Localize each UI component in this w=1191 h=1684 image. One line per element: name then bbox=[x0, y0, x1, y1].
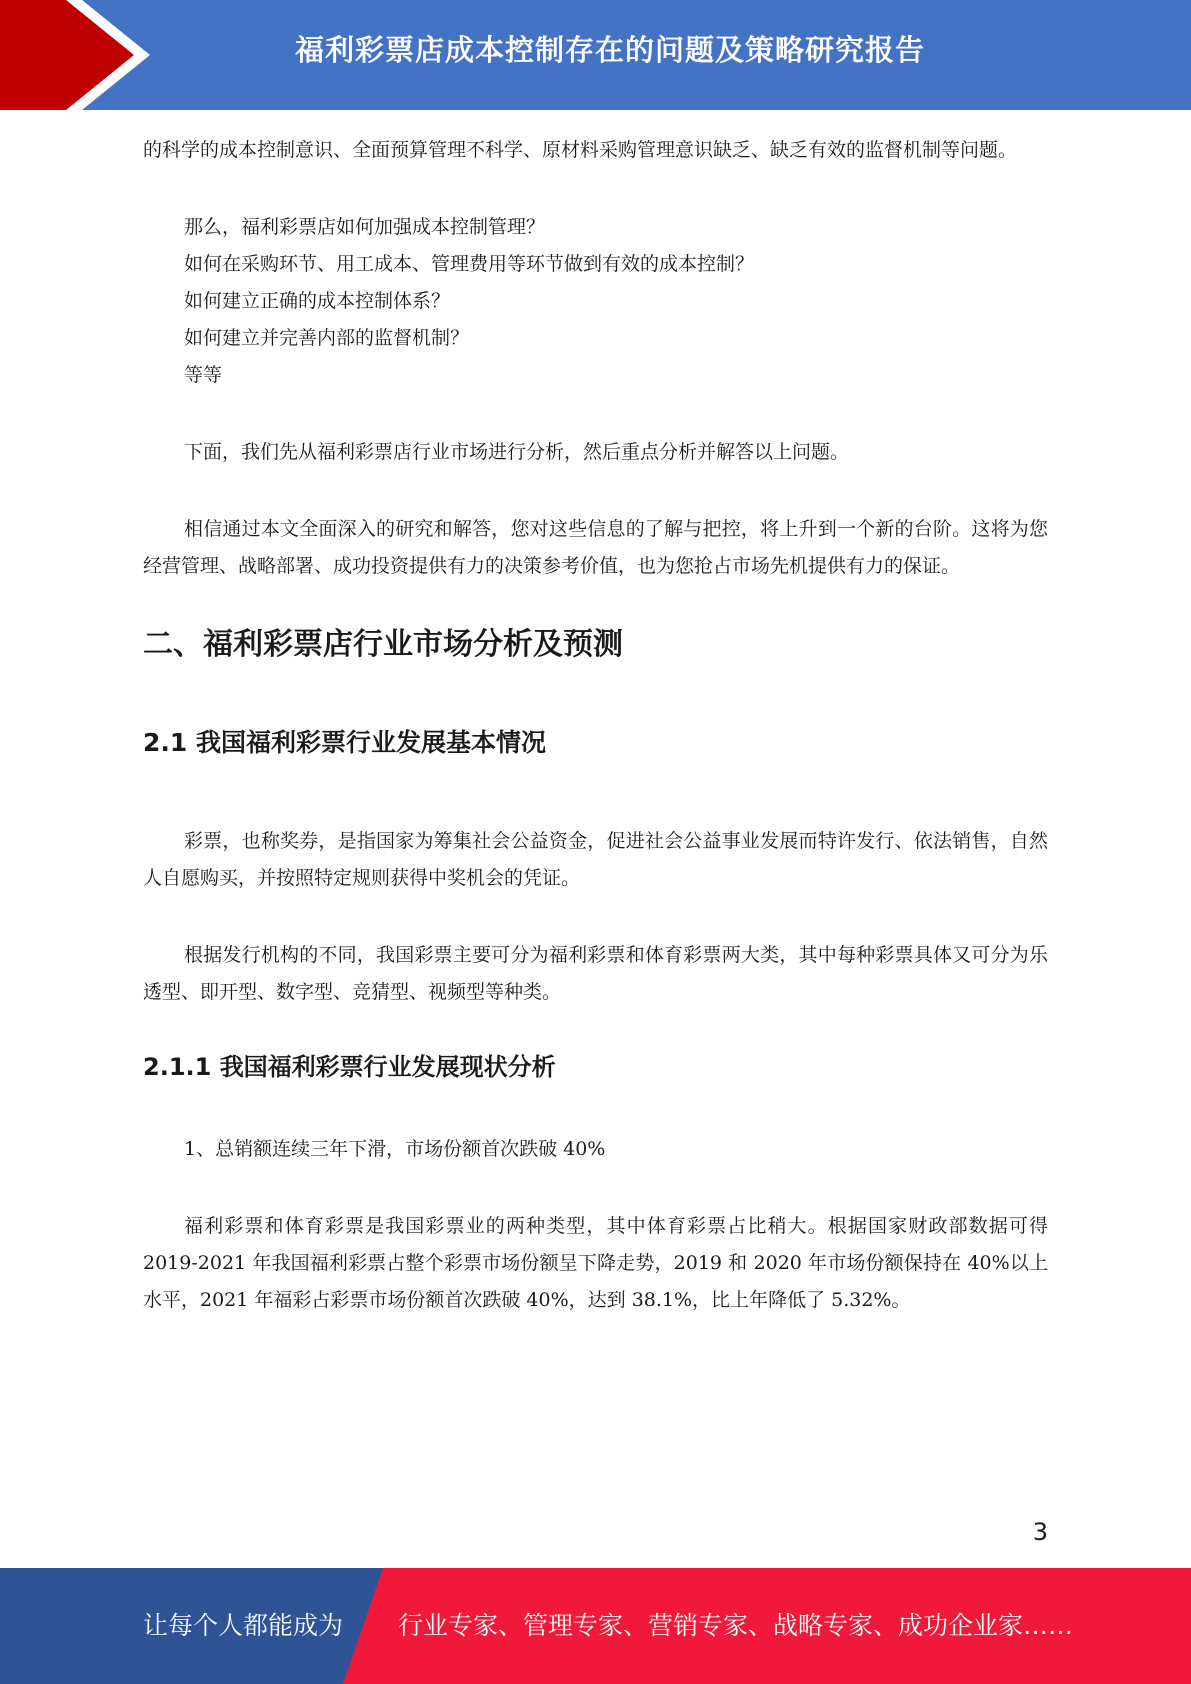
question-item: 如何建立正确的成本控制体系？ bbox=[184, 290, 451, 312]
footer-slogan-right: 行业专家、管理专家、营销专家、战略专家、成功企业家…… bbox=[398, 1611, 1074, 1640]
intro-continuation: 的科学的成本控制意识、全面预算管理不科学、原材料采购管理意识缺乏、缺乏有效的监督机制等问题。 bbox=[143, 139, 1018, 161]
question-item: 如何建立并完善内部的监督机制？ bbox=[184, 327, 470, 349]
question-item: 如何在采购环节、用工成本、管理费用等环节做到有效的成本控制？ bbox=[184, 253, 755, 275]
section-2-1-heading: 2.1 我国福利彩票行业发展基本情况 bbox=[143, 728, 546, 757]
paragraph-value: 相信通过本文全面深入的研究和解答，您对这些信息的了解与把控，将上升到一个新的台阶。这将为您经营管理、战略部署、成功投资提供有力的决策参考价值，也为您抢占市场先机提供有力的保证。 bbox=[143, 518, 1048, 577]
page-header bbox=[0, 0, 1191, 110]
question-item: 等等 bbox=[184, 364, 223, 386]
footer-slogan-left: 让每个人都能成为 bbox=[143, 1611, 344, 1640]
point-1: 1、总销额连续三年下滑，市场份额首次跌破 40% bbox=[184, 1138, 606, 1160]
paragraph-next-steps: 下面，我们先从福利彩票店行业市场进行分析，然后重点分析并解答以上问题。 bbox=[184, 441, 850, 463]
paragraph-market-share: 福利彩票和体育彩票是我国彩票业的两种类型，其中体育彩票占比稍大。根据国家财政部数据可得 2019-2021 年我国福利彩票占整个彩票市场份额呈下降走势，2019 和 2020 年市场份额保持在 40%以上水平，2021 年福彩占彩票市场份额首次跌破 40%，达到 38.1%，比上年降低了 5.32%。 bbox=[143, 1215, 1048, 1311]
paragraph-lottery-definition: 彩票，也称奖券，是指国家为筹集社会公益资金，促进社会公益事业发展而特许发行、依法销售，自然人自愿购买，并按照特定规则获得中奖机会的凭证。 bbox=[143, 830, 1048, 889]
page-footer bbox=[0, 1568, 1191, 1684]
question-list bbox=[143, 209, 1048, 394]
question-item: 那么，福利彩票店如何加强成本控制管理？ bbox=[184, 216, 546, 238]
header-red-chevron bbox=[0, 0, 150, 110]
document-body bbox=[143, 132, 1048, 1319]
page-number: 3 bbox=[1032, 1518, 1048, 1546]
report-title: 福利彩票店成本控制存在的问题及策略研究报告 bbox=[294, 33, 925, 67]
section-2-heading: 二、福利彩票店行业市场分析及预测 bbox=[143, 627, 623, 662]
section-2-1-1-heading: 2.1.1 我国福利彩票行业发展现状分析 bbox=[143, 1053, 556, 1081]
paragraph-lottery-types: 根据发行机构的不同，我国彩票主要可分为福利彩票和体育彩票两大类，其中每种彩票具体又可分为乐透型、即开型、数字型、竞猜型、视频型等种类。 bbox=[143, 944, 1048, 1003]
